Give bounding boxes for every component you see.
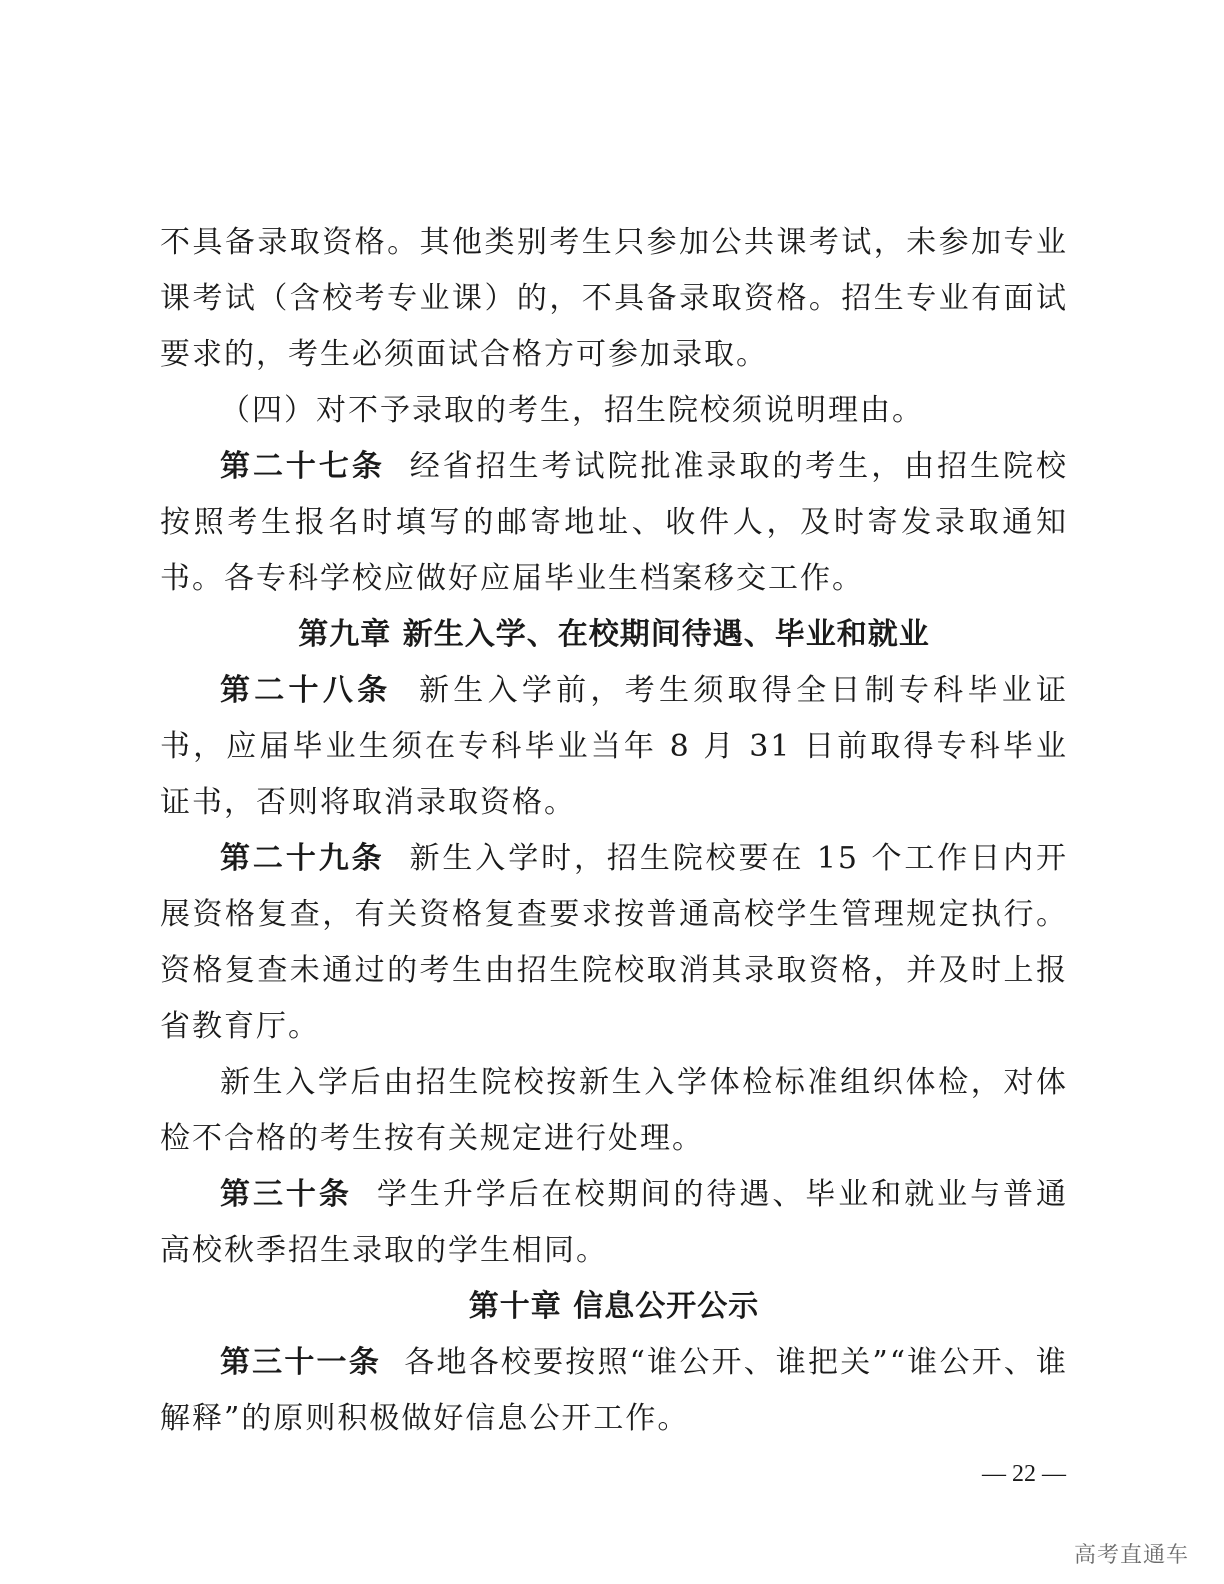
article-29 — [160, 831, 1068, 1055]
article-29-text: 新生入学时，招生院校要在 15 个工作日内开展资格复查，有关资格复查要求按普通高校学生管理规定执行。资格复查未通过的考生由招生院校取消其录取资格，并及时上报省教育厅。 — [160, 841, 1069, 1044]
document-body — [160, 215, 1068, 1447]
article-31-title: 第三十一条 — [220, 1345, 381, 1380]
article-30-title: 第三十条 — [220, 1177, 352, 1212]
article-28-title: 第二十八条 — [220, 673, 392, 708]
article-27-title: 第二十七条 — [220, 449, 385, 484]
watermark-text: 高考直通车 — [1074, 1543, 1190, 1568]
article-28 — [160, 663, 1068, 831]
article-29-title: 第二十九条 — [220, 841, 385, 876]
article-31-text: 各地各校要按照“谁公开、谁把关”“谁公开、谁解释”的原则积极做好信息公开工作。 — [160, 1345, 1069, 1436]
paragraph-item-four: （四）对不予录取的考生，招生院校须说明理由。 — [220, 393, 924, 428]
article-29-paragraph-2: 新生入学后由招生院校按新生入学体检标准组织体检，对体检不合格的考生按有关规定进行处理。 — [160, 1065, 1068, 1156]
article-30 — [160, 1167, 1068, 1279]
article-31 — [160, 1335, 1068, 1447]
article-30-text: 学生升学后在校期间的待遇、毕业和就业与普通高校秋季招生录取的学生相同。 — [160, 1177, 1069, 1268]
article-28-text: 新生入学前，考生须取得全日制专科毕业证书，应届毕业生须在专科毕业当年 8 月 31 日前取得专科毕业证书，否则将取消录取资格。 — [160, 673, 1069, 820]
page-number: — 22 — — [982, 1461, 1066, 1487]
chapter-9-heading: 第九章 新生入学、在校期间待遇、毕业和就业 — [298, 617, 930, 652]
chapter-10-heading: 第十章 信息公开公示 — [468, 1289, 760, 1324]
paragraph-continued: 不具备录取资格。其他类别考生只参加公共课考试，未参加专业课考试（含校考专业课）的，不具备录取资格。招生专业有面试要求的，考生必须面试合格方可参加录取。 — [160, 225, 1068, 372]
article-27 — [160, 439, 1068, 607]
article-27-text: 经省招生考试院批准录取的考生，由招生院校按照考生报名时填写的邮寄地址、收件人，及时寄发录取通知书。各专科学校应做好应届毕业生档案移交工作。 — [160, 449, 1069, 596]
